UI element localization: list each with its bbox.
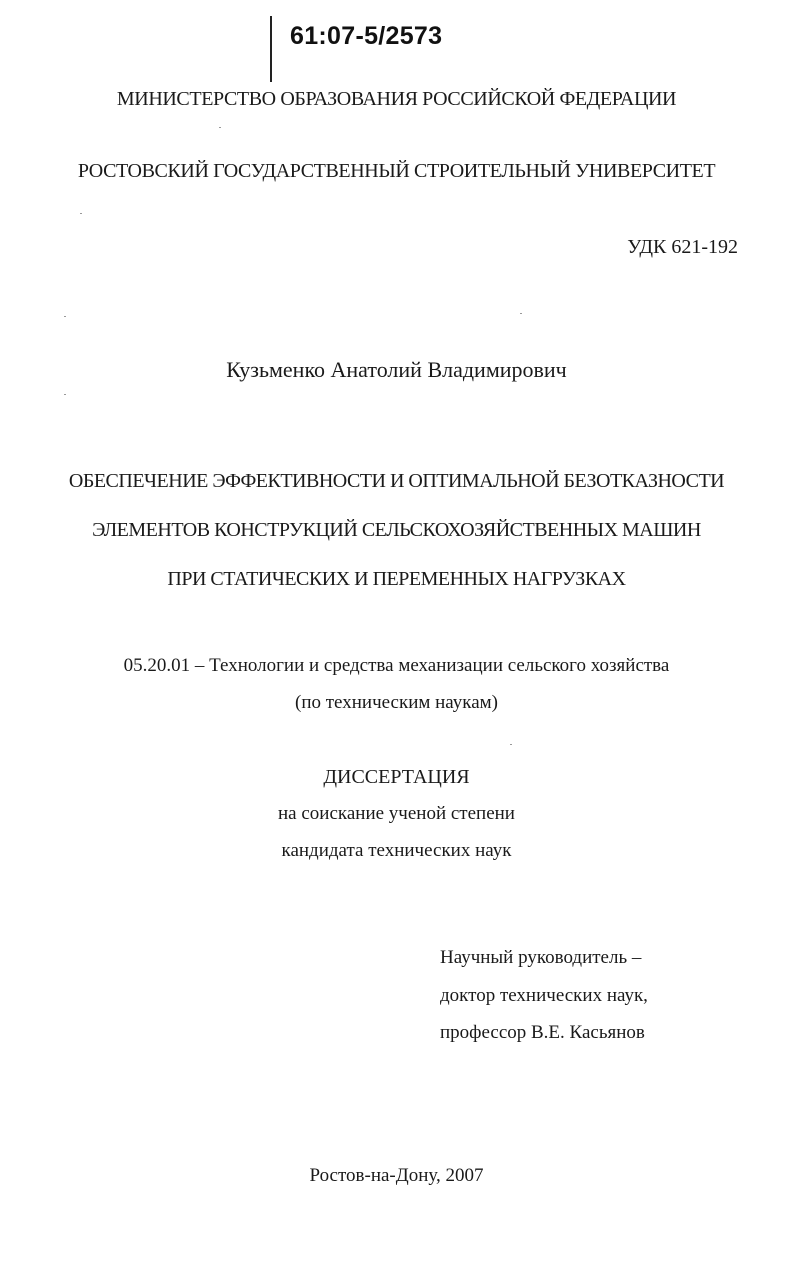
scan-speck: [64, 394, 66, 395]
advisor-degree: доктор технических наук,: [440, 985, 648, 1006]
thesis-title-line: ОБЕСПЕЧЕНИЕ ЭФФЕКТИВНОСТИ И ОПТИМАЛЬНОЙ БЕЗОТКАЗНОСТИ: [68, 470, 725, 492]
specialty-code: 05.20.01 – Технологии и средства механизации сельского хозяйства: [123, 655, 670, 676]
scan-speck: [510, 744, 512, 745]
university-heading: РОСТОВСКИЙ ГОСУДАРСТВЕННЫЙ СТРОИТЕЛЬНЫЙ УНИВЕРСИТЕТ: [77, 160, 716, 182]
stamp-divider: [270, 16, 272, 82]
specialty-field: (по техническим наукам): [295, 692, 498, 713]
degree-name: кандидата технических наук: [281, 840, 512, 861]
degree-purpose: на соискание ученой степени: [278, 803, 515, 824]
advisor-role: Научный руководитель –: [440, 947, 642, 968]
scan-speck: [520, 313, 522, 314]
scan-speck: [64, 316, 66, 317]
scan-speck: [219, 127, 221, 128]
ministry-heading: МИНИСТЕРСТВО ОБРАЗОВАНИЯ РОССИЙСКОЙ ФЕДЕРАЦИИ: [116, 88, 677, 110]
advisor-name: профессор В.Е. Касьянов: [440, 1022, 645, 1043]
scan-speck: [80, 213, 82, 214]
library-stamp-code: 61:07-5/2573: [290, 22, 443, 50]
place-and-year: Ростов-на-Дону, 2007: [309, 1165, 484, 1186]
work-type: ДИССЕРТАЦИЯ: [323, 766, 470, 788]
thesis-title-line: ПРИ СТАТИЧЕСКИХ И ПЕРЕМЕННЫХ НАГРУЗКАХ: [167, 568, 626, 590]
thesis-title-line: ЭЛЕМЕНТОВ КОНСТРУКЦИЙ СЕЛЬСКОХОЗЯЙСТВЕННЫХ МАШИН: [92, 519, 701, 541]
udk-code: УДК 621-192: [627, 236, 738, 258]
author-name: Кузьменко Анатолий Владимирович: [226, 357, 567, 382]
